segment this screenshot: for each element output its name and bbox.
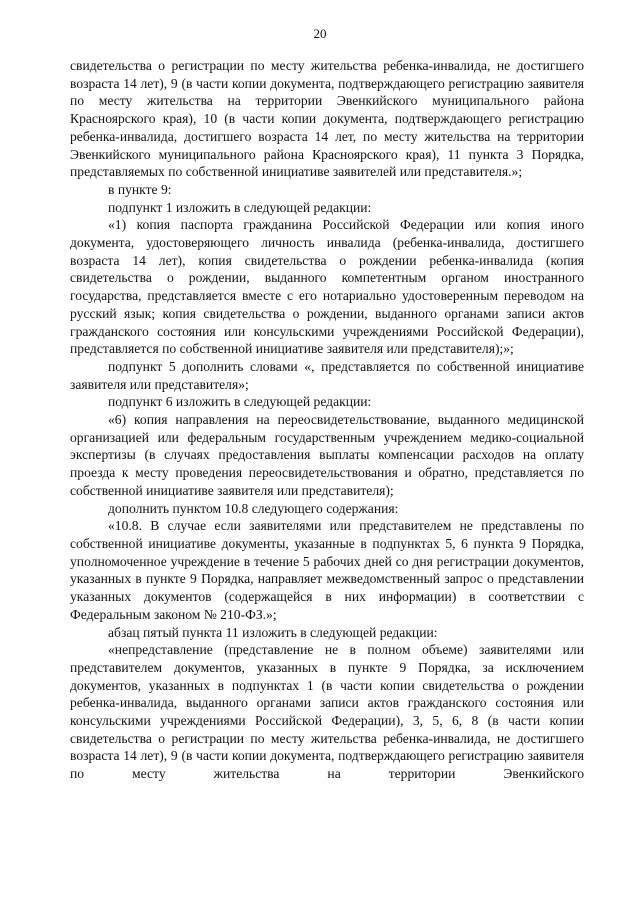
paragraph-subpoint-1-intro: подпункт 1 изложить в следующей редакции: [108, 199, 372, 215]
page-number: 20 [313, 26, 327, 41]
document-body [70, 57, 584, 783]
paragraph-point-10-8-intro: дополнить пунктом 10.8 следующего содержания: [108, 500, 399, 516]
paragraph-point-9: в пункте 9: [108, 181, 172, 197]
paragraph-point-11-text: «непредставление (представление не в полном объеме) заявителями или представителем документов, указанных в пункте 9 Порядка, за исключением документов, указанных в подпунктах 1 (в части копии свидетельства о рождении ребенка-инвалида, выданного органами записи актов гражданского состояния или консульскими учреждениями Российской Федерации), 3, 5, 6, 8 (в части копии свидетельства о регистрации по месту жительства ребенка-инвалида, не достигшего возраста 14 лет), 9 (в части копии документа, подтверждающего регистрацию заявителя по месту жительства на территории Эвенкийского [70, 642, 584, 782]
paragraph-subpoint-1-text: «1) копия паспорта гражданина Российской Федерации или копия иного документа, удостоверяющего личность инвалида (ребенка-инвалида, достигшего возраста 14 лет), копия свидетельства о рождении ребенка-инвалида (копия свидетельства о рождении, выданного компетентным органом иностранного государства, представляется вместе с его нотариально удостоверенным переводом на русский язык; копия свидетельства о рождении, выданного органами записи актов гражданского состояния или консульскими учреждениями Российской Федерации), представляется по собственной инициативе заявителя или представителя);»; [70, 217, 584, 357]
paragraph-subpoint-5: подпункт 5 дополнить словами «, представляется по собственной инициативе заявителя или представителя»; [70, 358, 584, 392]
paragraph-subpoint-6-intro: подпункт 6 изложить в следующей редакции: [108, 394, 372, 410]
paragraph-point-11-intro: абзац пятый пункта 11 изложить в следующей редакции: [108, 624, 438, 640]
paragraph-continuation: свидетельства о регистрации по месту жительства ребенка-инвалида, не достигшего возраста 14 лет), 9 (в части копии документа, подтверждающего регистрацию заявителя по месту жительства на территории Эвенкийского муниципального района Красноярского края), 10 (в части копии документа, подтверждающего регистрацию ребенка-инвалида, достигшего возраста 14 лет, по месту жительства на территории Эвенкийского муниципального района Красноярского края), 11 пункта 3 Порядка, представляемых по собственной инициативе заявителей или представителя.»; [70, 58, 584, 180]
paragraph-subpoint-6-text: «6) копия направления на переосвидетельствование, выданного медицинской организацией или федеральным государственным учреждением медико-социальной экспертизы (в случаях предоставления выплаты компенсации расходов на оплату проезда к месту проведения переосвидетельствования и обратно, представляется по собственной инициативе заявителя или представителя); [70, 412, 584, 498]
paragraph-point-10-8-text: «10.8. В случае если заявителями или представителем не представлены по собственной инициативе документы, указанные в подпунктах 5, 6 пункта 9 Порядка, уполномоченное учреждение в течение 5 рабочих дней со дня регистрации документов, указанных в пункте 9 Порядка, направляет межведомственный запрос о представлении указанных документов (содержащейся в них информации) в соответствии с Федеральным законом № 210-ФЗ.»; [70, 518, 584, 622]
